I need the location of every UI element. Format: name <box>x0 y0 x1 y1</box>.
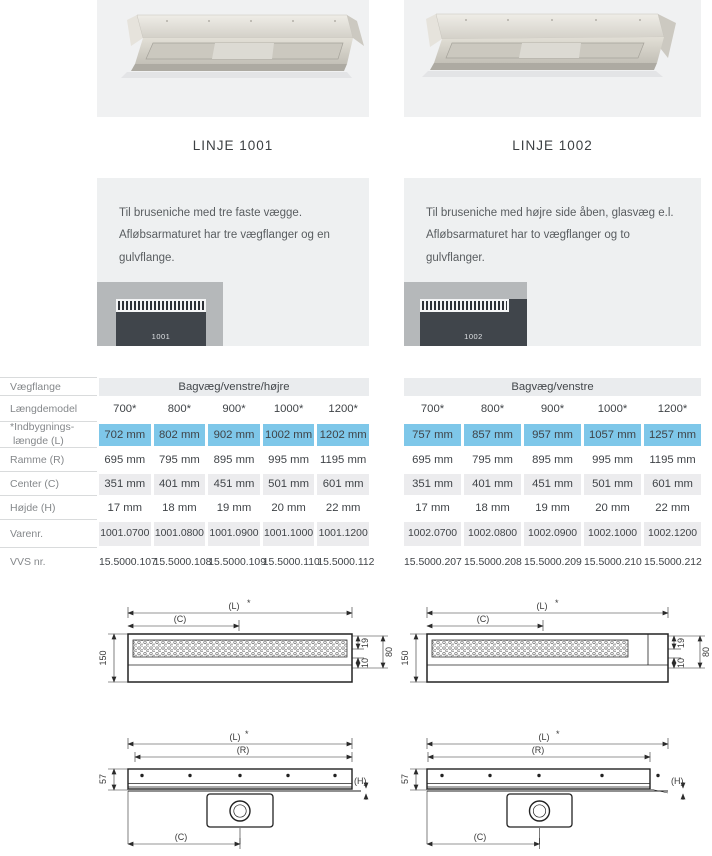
description-text: Til bruseniche med tre faste vægge. Afløbsarmaturet har tre vægflanger og en gulvflange. <box>119 207 330 264</box>
cell-varenr: 1001.0700 <box>99 522 151 546</box>
cell-varenr: 1001.1200 <box>317 522 369 546</box>
table-row-indbygning-right <box>404 422 701 448</box>
cell-hoejde: 18 mm <box>475 502 510 514</box>
table-row-center-right <box>404 472 701 496</box>
top-view-drawing-1002 <box>400 727 712 856</box>
table-row-ramme-left <box>99 448 369 472</box>
cell-indbygning: 1202 mm <box>317 424 369 446</box>
dim-label-L: (L) <box>538 732 550 742</box>
niche-diagram-1002 <box>404 282 527 346</box>
description-text: Til bruseniche med højre side åben, glasvæg e.l. Afløbsarmaturet har to vægflanger og to gulvflanger. <box>426 207 674 264</box>
cell-ramme: 695 mm <box>412 454 453 466</box>
dim-label-R: (R) <box>531 745 545 755</box>
table-row-varenr-left <box>99 520 369 548</box>
cell-hoejde: 18 mm <box>162 502 197 514</box>
cell-laengdemodel: 900* <box>222 403 246 415</box>
dim-label-57: 57 <box>400 773 410 785</box>
dim-label-80: 80 <box>701 646 711 658</box>
front-view-drawing-1002 <box>400 596 712 708</box>
dim-label-150: 150 <box>98 650 108 666</box>
cell-vvs: 15.5000.109 <box>208 556 266 568</box>
table-row-hoejde-right <box>404 496 701 520</box>
row-label-hoejde: Højde (H) <box>0 496 97 520</box>
cell-varenr: 1002.0800 <box>464 522 521 546</box>
row-label-laengdemodel: Længdemodel <box>0 396 97 422</box>
cell-varenr: 1001.1000 <box>263 522 315 546</box>
cell-ramme: 995 mm <box>592 454 633 466</box>
top-view-drawing-1001 <box>95 727 395 856</box>
cell-varenr: 1002.0900 <box>524 522 581 546</box>
niche-diagram-1001 <box>97 282 223 346</box>
dim-label-C: (C) <box>473 832 487 842</box>
cell-vvs: 15.5000.110 <box>262 556 320 568</box>
front-view-drawing-1001 <box>95 596 395 708</box>
table-row-laengdemodel-right <box>404 396 701 422</box>
dim-label-star: * <box>555 598 559 608</box>
table-row-indbygning-left <box>99 422 369 448</box>
description-box-1002 <box>404 178 701 346</box>
cell-center: 351 mm <box>99 474 151 495</box>
dim-label-H: (H) <box>671 776 684 786</box>
cell-laengdemodel: 700* <box>420 403 445 415</box>
product-title-1001: LINJE 1001 <box>192 138 274 153</box>
dim-label-L: (L) <box>536 601 548 611</box>
cell-indbygning: 1002 mm <box>263 424 315 446</box>
cell-varenr: 1001.0900 <box>208 522 260 546</box>
cell-hoejde: 22 mm <box>325 502 361 514</box>
dim-label-C: (C) <box>173 614 187 624</box>
dim-label-57: 57 <box>98 773 108 785</box>
cell-laengdemodel: 1200* <box>657 403 688 415</box>
dim-label-star: * <box>247 598 251 608</box>
niche-diagram-number: 1002 <box>464 332 483 341</box>
cell-indbygning: 1057 mm <box>584 424 641 446</box>
dim-label-C: (C) <box>476 614 490 624</box>
cell-center: 451 mm <box>208 474 260 495</box>
cell-vvs: 15.5000.209 <box>524 556 582 568</box>
table-data-column-1001 <box>99 377 375 576</box>
niche-diagram-number: 1001 <box>151 332 171 341</box>
dim-label-L: (L) <box>229 732 241 742</box>
table-row-hoejde-left <box>99 496 369 520</box>
product-photo-1002 <box>404 0 701 117</box>
cell-vvs: 15.5000.207 <box>404 556 462 568</box>
dim-label-10: 10 <box>676 657 686 669</box>
row-label-vvs: VVS nr. <box>10 556 46 568</box>
dim-label-R: (R) <box>236 745 250 755</box>
cell-laengdemodel: 1000* <box>273 403 304 415</box>
cell-ramme: 895 mm <box>213 454 255 466</box>
dim-label-L: (L) <box>228 601 240 611</box>
cell-vvs: 15.5000.108 <box>153 556 212 568</box>
niche-diagram-drain <box>116 299 206 346</box>
row-label-indbygningslaengde: *Indbygnings- længde (L) <box>0 422 97 448</box>
dim-label-80: 80 <box>384 646 394 658</box>
cell-ramme: 795 mm <box>472 454 513 466</box>
cell-ramme: 1195 mm <box>320 454 367 466</box>
cell-center: 451 mm <box>524 474 581 495</box>
cell-vvs: 15.5000.210 <box>584 556 642 568</box>
product-photo-box-1001 <box>97 0 369 117</box>
product-title-1002: LINJE 1002 <box>512 138 593 153</box>
cell-ramme: 695 mm <box>104 454 146 466</box>
flange-header-left: Bagvæg/venstre/højre <box>99 378 369 396</box>
cell-vvs: 15.5000.208 <box>464 556 522 568</box>
cell-indbygning: 802 mm <box>154 424 206 446</box>
cell-vvs: 15.5000.107 <box>99 556 157 568</box>
cell-ramme: 1195 mm <box>649 454 696 466</box>
row-label-center: Center (C) <box>0 472 97 496</box>
cell-center: 501 mm <box>263 474 315 495</box>
product-photo-box-1002 <box>404 0 701 117</box>
cell-hoejde: 20 mm <box>595 502 630 514</box>
table-data-column-1002 <box>404 377 701 576</box>
cell-center: 351 mm <box>404 474 461 495</box>
niche-diagram-grate <box>420 299 509 312</box>
table-label-column <box>0 377 97 576</box>
table-row-vvs-right <box>404 548 701 576</box>
cell-center: 501 mm <box>584 474 641 495</box>
row-label-ramme: Ramme (R) <box>0 448 97 472</box>
row-label-vaegflange: Vægflange <box>0 377 97 396</box>
dim-label-C: (C) <box>174 832 188 842</box>
cell-center: 601 mm <box>317 474 369 495</box>
cell-hoejde: 19 mm <box>216 502 252 514</box>
cell-varenr: 1002.1000 <box>584 522 641 546</box>
cell-hoejde: 17 mm <box>107 502 143 514</box>
dim-label-star: * <box>245 729 249 739</box>
cell-ramme: 895 mm <box>532 454 573 466</box>
table-row-ramme-right <box>404 448 701 472</box>
cell-laengdemodel: 800* <box>167 403 192 415</box>
dim-label-19: 19 <box>676 637 686 649</box>
cell-indbygning: 757 mm <box>404 424 461 446</box>
cell-vvs: 15.5000.212 <box>644 556 702 568</box>
table-row-vvs-left <box>99 548 375 576</box>
cell-laengdemodel: 900* <box>540 403 565 415</box>
cell-varenr: 1002.0700 <box>404 522 461 546</box>
cell-laengdemodel: 800* <box>480 403 505 415</box>
cell-indbygning: 702 mm <box>99 424 151 446</box>
niche-diagram-grate <box>116 299 206 312</box>
dim-label-150: 150 <box>400 650 410 666</box>
cell-hoejde: 20 mm <box>271 502 306 514</box>
cell-varenr: 1002.1200 <box>644 522 701 546</box>
cell-indbygning: 857 mm <box>464 424 521 446</box>
table-row-varenr-right <box>404 520 701 548</box>
cell-indbygning: 1257 mm <box>644 424 701 446</box>
dim-label-H: (H) <box>354 776 367 786</box>
cell-hoejde: 22 mm <box>655 502 690 514</box>
cell-center: 601 mm <box>644 474 701 495</box>
flange-header-right: Bagvæg/venstre <box>404 378 701 396</box>
cell-hoejde: 17 mm <box>415 502 450 514</box>
cell-varenr: 1001.0800 <box>154 522 206 546</box>
cell-center: 401 mm <box>154 474 206 495</box>
cell-ramme: 795 mm <box>158 454 200 466</box>
cell-indbygning: 957 mm <box>524 424 581 446</box>
cell-hoejde: 19 mm <box>535 502 570 514</box>
cell-ramme: 995 mm <box>268 454 309 466</box>
dim-label-10: 10 <box>360 657 370 669</box>
cell-laengdemodel: 1000* <box>597 403 628 415</box>
dim-label-star: * <box>556 729 560 739</box>
cell-indbygning: 902 mm <box>208 424 260 446</box>
table-row-laengdemodel-left <box>99 396 369 422</box>
row-label-varenr: Varenr. <box>0 520 97 548</box>
niche-diagram-drain <box>420 299 527 346</box>
cell-center: 401 mm <box>464 474 521 495</box>
description-box-1001 <box>97 178 369 346</box>
table-row-center-left <box>99 472 369 496</box>
cell-laengdemodel: 1200* <box>328 403 358 415</box>
cell-vvs: 15.5000.112 <box>317 556 375 568</box>
product-photo-1001 <box>97 0 369 117</box>
cell-laengdemodel: 700* <box>113 403 137 415</box>
dim-label-19: 19 <box>360 637 370 649</box>
